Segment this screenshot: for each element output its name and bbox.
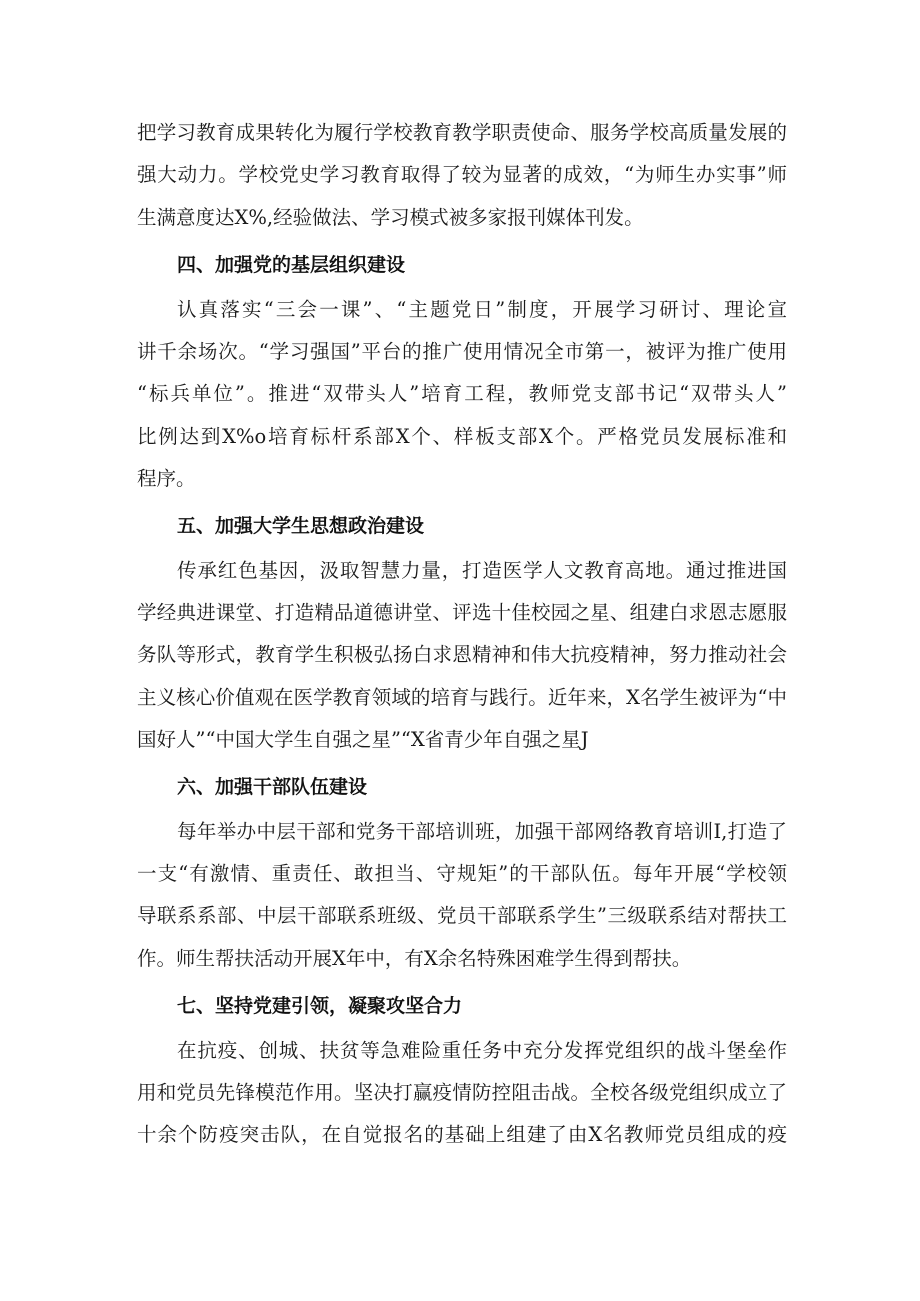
paragraph-line: 务队等形式，教育学生积极弘扬白求恩精神和伟大抗疫精神，努力推动社会 xyxy=(137,643,787,666)
paragraph-line: 生满意度达X%,经验做法、学习模式被多家报刊媒体刊发。 xyxy=(137,206,644,229)
paragraph-line: 讲千余场次。“学习强国”平台的推广使用情况全市第一，被评为推广使用 xyxy=(137,340,787,363)
paragraph-line: 作。师生帮扶活动开展X年中，有X余名特殊困难学生得到帮扶。 xyxy=(137,947,692,970)
section-heading-7: 七、坚持党建引领，凝聚攻坚合力 xyxy=(177,995,463,1017)
section-heading-5: 五、加强大学生思想政治建设 xyxy=(177,515,425,537)
paragraph-line: 比例达到X%o培育标杆系部X个、样板支部X个。严格党员发展标准和 xyxy=(137,425,787,448)
paragraph-line: “标兵单位”。推进“双带头人”培育工程，教师党支部书记“双带头人” xyxy=(137,382,787,405)
section-heading-6: 六、加强干部队伍建设 xyxy=(177,776,368,798)
paragraph-line: 十余个防疫突击队，在自觉报名的基础上组建了由X名教师党员组成的疫 xyxy=(137,1123,787,1146)
paragraph-line: 把学习教育成果转化为履行学校教育教学职责使命、服务学校高质量发展的 xyxy=(137,121,787,144)
paragraph-line: 强大动力。学校党史学习教育取得了较为显著的成效，“为师生办实事”师 xyxy=(137,163,787,186)
paragraph-line: 主义核心价值观在医学教育领域的培育与践行。近年来，X名学生被评为“中 xyxy=(137,686,787,709)
paragraph-line: 传承红色基因，汲取智慧力量，打造医学人文教育高地。通过推进国 xyxy=(177,559,787,582)
paragraph-line: 每年举办中层干部和党务干部培训班，加强干部网络教育培训I,打造了 xyxy=(177,820,787,843)
paragraph-line: 程序。 xyxy=(137,467,196,490)
section-heading-4: 四、加强党的基层组织建设 xyxy=(177,254,406,276)
paragraph-line: 学经典进课堂、打造精品道德讲堂、评选十佳校园之星、组建白求恩志愿服 xyxy=(137,601,787,624)
paragraph-line: 一支“有激情、重责任、敢担当、守规矩”的干部队伍。每年开展“学校领 xyxy=(137,862,787,885)
paragraph-line: 导联系系部、中层干部联系班级、党员干部联系学生”三级联系结对帮扶工 xyxy=(137,904,787,927)
paragraph-line: 用和党员先锋模范作用。坚决打赢疫情防控阻击战。全校各级党组织成立了 xyxy=(137,1081,787,1104)
paragraph-line: 国好人”“中国大学生自强之星”“X省青少年自强之星J xyxy=(137,728,589,751)
paragraph-line: 在抗疫、创城、扶贫等急难险重任务中充分发挥党组织的战斗堡垒作 xyxy=(177,1039,787,1062)
paragraph-line: 认真落实“三会一课”、“主题党日”制度，开展学习研讨、理论宣 xyxy=(177,298,787,321)
